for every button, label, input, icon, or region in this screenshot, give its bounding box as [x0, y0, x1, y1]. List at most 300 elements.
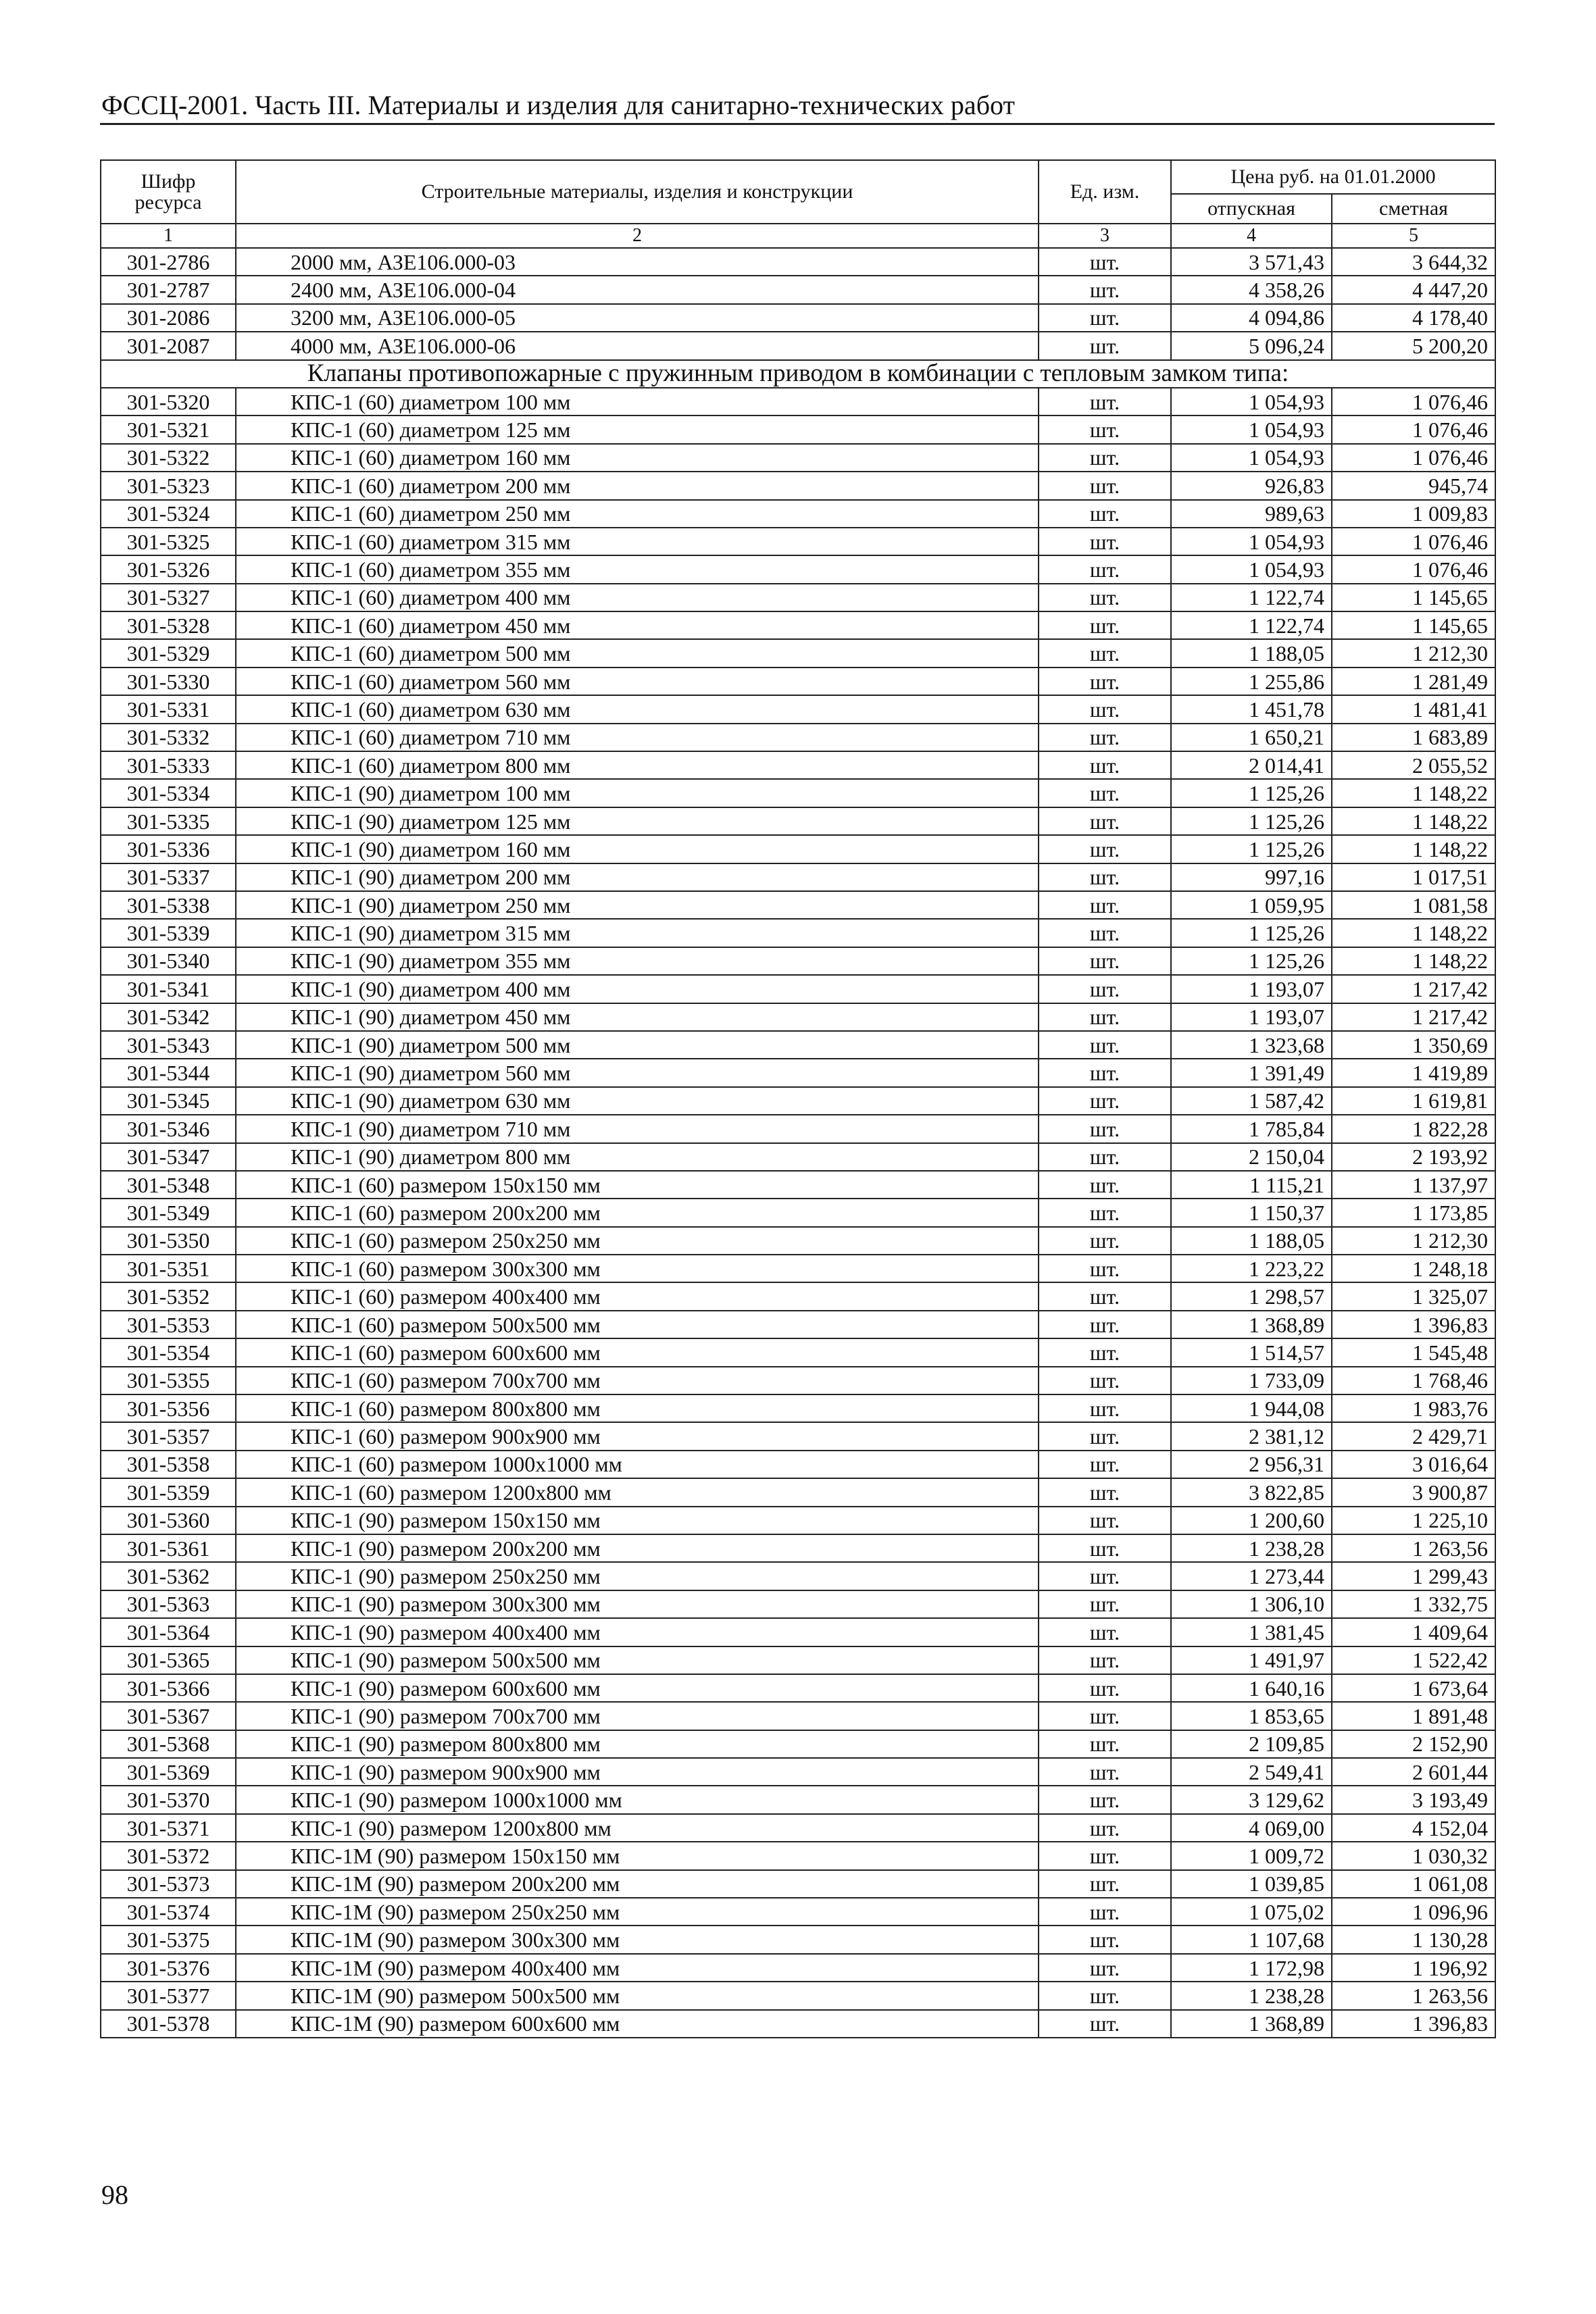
material-name-cell: КПС-1 (90) размером 900x900 мм — [236, 1758, 1039, 1786]
unit-cell: шт. — [1039, 1282, 1171, 1310]
table-row — [101, 1031, 1495, 1059]
estimate-price-cell: 1 173,85 — [1332, 1199, 1495, 1226]
material-name-cell: КПС-1 (90) размером 250x250 мм — [236, 1562, 1039, 1590]
estimate-price-cell: 1 130,28 — [1332, 1926, 1495, 1953]
estimate-price-cell: 4 152,04 — [1332, 1814, 1495, 1842]
resource-code-cell: 301-5354 — [101, 1338, 236, 1366]
page-header-title: ФССЦ-2001. Часть III. Материалы и изделия для санитарно-технических работ — [101, 90, 1015, 120]
table-row — [101, 1338, 1495, 1366]
table-row — [101, 695, 1495, 723]
resource-code-cell: 301-5367 — [101, 1702, 236, 1730]
table-row — [101, 1478, 1495, 1506]
table-row — [101, 1870, 1495, 1898]
resource-code-cell: 301-5329 — [101, 639, 236, 667]
table-row — [101, 1534, 1495, 1562]
unit-cell: шт. — [1039, 1115, 1171, 1142]
unit-cell: шт. — [1039, 1478, 1171, 1506]
estimate-price-cell: 2 152,90 — [1332, 1730, 1495, 1758]
release-price-cell: 1 650,21 — [1171, 724, 1332, 751]
release-price-cell: 1 381,45 — [1171, 1618, 1332, 1646]
unit-cell: шт. — [1039, 1926, 1171, 1953]
header-price-release: отпускная — [1171, 194, 1332, 224]
unit-cell: шт. — [1039, 388, 1171, 416]
material-name-cell: КПС-1 (90) диаметром 500 мм — [236, 1031, 1039, 1059]
release-price-cell: 1 306,10 — [1171, 1590, 1332, 1618]
material-name-cell: КПС-1 (60) размером 500x500 мм — [236, 1311, 1039, 1338]
estimate-price-cell: 1 419,89 — [1332, 1059, 1495, 1086]
release-price-cell: 1 054,93 — [1171, 555, 1332, 583]
release-price-cell: 1 150,37 — [1171, 1199, 1332, 1226]
unit-cell: шт. — [1039, 1954, 1171, 1982]
resource-code-cell: 301-5333 — [101, 751, 236, 779]
resource-code-cell: 301-5342 — [101, 1003, 236, 1031]
resource-code-cell: 301-5361 — [101, 1534, 236, 1562]
resource-code-cell: 301-2086 — [101, 304, 236, 332]
material-name-cell: КПС-1 (60) диаметром 250 мм — [236, 500, 1039, 528]
release-price-cell: 3 129,62 — [1171, 1786, 1332, 1813]
release-price-cell: 989,63 — [1171, 500, 1332, 528]
unit-cell: шт. — [1039, 1059, 1171, 1086]
release-price-cell: 2 014,41 — [1171, 751, 1332, 779]
estimate-price-cell: 1 248,18 — [1332, 1255, 1495, 1282]
estimate-price-cell: 1 683,89 — [1332, 724, 1495, 751]
release-price-cell: 1 054,93 — [1171, 528, 1332, 555]
table-row — [101, 779, 1495, 807]
release-price-cell: 2 956,31 — [1171, 1451, 1332, 1478]
unit-cell: шт. — [1039, 947, 1171, 975]
table-row — [101, 1311, 1495, 1338]
unit-cell: шт. — [1039, 639, 1171, 667]
resource-code-cell: 301-5328 — [101, 611, 236, 639]
release-price-cell: 1 238,28 — [1171, 1982, 1332, 2009]
estimate-price-cell: 2 193,92 — [1332, 1143, 1495, 1171]
estimate-price-cell: 1 148,22 — [1332, 807, 1495, 835]
unit-cell: шт. — [1039, 248, 1171, 276]
unit-cell: шт. — [1039, 1422, 1171, 1450]
resource-code-cell: 301-5331 — [101, 695, 236, 723]
material-name-cell: КПС-1 (60) размером 250x250 мм — [236, 1227, 1039, 1255]
material-name-cell: КПС-1 (90) диаметром 800 мм — [236, 1143, 1039, 1171]
release-price-cell: 1 125,26 — [1171, 779, 1332, 807]
resource-code-cell: 301-5350 — [101, 1227, 236, 1255]
resource-code-cell: 301-5358 — [101, 1451, 236, 1478]
resource-code-cell: 301-5368 — [101, 1730, 236, 1758]
table-row — [101, 1367, 1495, 1394]
release-price-cell: 1 054,93 — [1171, 444, 1332, 472]
table-row — [101, 863, 1495, 891]
resource-code-cell: 301-5322 — [101, 444, 236, 472]
resource-code-cell: 301-5362 — [101, 1562, 236, 1590]
release-price-cell: 1 188,05 — [1171, 639, 1332, 667]
estimate-price-cell: 1 281,49 — [1332, 668, 1495, 695]
material-name-cell: КПС-1 (60) диаметром 100 мм — [236, 388, 1039, 416]
material-name-cell: КПС-1М (90) размером 150x150 мм — [236, 1842, 1039, 1869]
estimate-price-cell: 1 148,22 — [1332, 835, 1495, 863]
estimate-price-cell: 1 891,48 — [1332, 1702, 1495, 1730]
material-name-cell: КПС-1 (90) диаметром 355 мм — [236, 947, 1039, 975]
estimate-price-cell: 3 644,32 — [1332, 248, 1495, 276]
release-price-cell: 1 009,72 — [1171, 1842, 1332, 1869]
estimate-price-cell: 1 009,83 — [1332, 500, 1495, 528]
table-row — [101, 1143, 1495, 1171]
release-price-cell: 1 785,84 — [1171, 1115, 1332, 1142]
table-row — [101, 248, 1495, 276]
unit-cell: шт. — [1039, 2010, 1171, 2038]
release-price-cell: 1 039,85 — [1171, 1870, 1332, 1898]
material-name-cell: КПС-1 (60) диаметром 315 мм — [236, 528, 1039, 555]
material-name-cell: 4000 мм, АЗЕ106.000-06 — [236, 332, 1039, 359]
estimate-price-cell: 1 148,22 — [1332, 947, 1495, 975]
unit-cell: шт. — [1039, 975, 1171, 1003]
material-name-cell: КПС-1 (90) диаметром 560 мм — [236, 1059, 1039, 1086]
table-row — [101, 1059, 1495, 1086]
unit-cell: шт. — [1039, 584, 1171, 611]
resource-code-cell: 301-5359 — [101, 1478, 236, 1506]
resource-code-cell: 301-5369 — [101, 1758, 236, 1786]
unit-cell: шт. — [1039, 1618, 1171, 1646]
unit-cell: шт. — [1039, 1255, 1171, 1282]
material-name-cell: КПС-1 (90) диаметром 160 мм — [236, 835, 1039, 863]
unit-cell: шт. — [1039, 1003, 1171, 1031]
release-price-cell: 3 822,85 — [1171, 1478, 1332, 1506]
table-row — [101, 1758, 1495, 1786]
release-price-cell: 2 549,41 — [1171, 1758, 1332, 1786]
material-name-cell: КПС-1 (60) диаметром 500 мм — [236, 639, 1039, 667]
release-price-cell: 1 368,89 — [1171, 1311, 1332, 1338]
material-name-cell: КПС-1 (90) диаметром 710 мм — [236, 1115, 1039, 1142]
resource-code-cell: 301-5363 — [101, 1590, 236, 1618]
unit-cell: шт. — [1039, 528, 1171, 555]
unit-cell: шт. — [1039, 1758, 1171, 1786]
material-name-cell: КПС-1 (60) диаметром 560 мм — [236, 668, 1039, 695]
table-row — [101, 528, 1495, 555]
table-row — [101, 1814, 1495, 1842]
resource-code-cell: 301-5327 — [101, 584, 236, 611]
unit-cell: шт. — [1039, 695, 1171, 723]
resource-code-cell: 301-2786 — [101, 248, 236, 276]
unit-cell: шт. — [1039, 304, 1171, 332]
material-name-cell: КПС-1 (90) размером 400x400 мм — [236, 1618, 1039, 1646]
release-price-cell: 1 223,22 — [1171, 1255, 1332, 1282]
estimate-price-cell: 1 145,65 — [1332, 611, 1495, 639]
release-price-cell: 1 298,57 — [1171, 1282, 1332, 1310]
resource-code-cell: 301-5343 — [101, 1031, 236, 1059]
estimate-price-cell: 1 299,43 — [1332, 1562, 1495, 1590]
header-name: Строительные материалы, изделия и конструкции — [236, 160, 1039, 224]
estimate-price-cell: 1 148,22 — [1332, 919, 1495, 947]
release-price-cell: 1 587,42 — [1171, 1087, 1332, 1115]
estimate-price-cell: 3 900,87 — [1332, 1478, 1495, 1506]
release-price-cell: 1 944,08 — [1171, 1394, 1332, 1422]
resource-code-cell: 301-5349 — [101, 1199, 236, 1226]
resource-code-cell: 301-5325 — [101, 528, 236, 555]
table-row — [101, 555, 1495, 583]
estimate-price-cell: 1 076,46 — [1332, 388, 1495, 416]
resource-code-cell: 301-5355 — [101, 1367, 236, 1394]
estimate-price-cell: 1 409,64 — [1332, 1618, 1495, 1646]
resource-code-cell: 301-5348 — [101, 1171, 236, 1199]
column-number: 2 — [236, 224, 1039, 248]
unit-cell: шт. — [1039, 1087, 1171, 1115]
material-name-cell: КПС-1 (60) диаметром 125 мм — [236, 416, 1039, 443]
unit-cell: шт. — [1039, 1171, 1171, 1199]
table-row — [101, 807, 1495, 835]
table-row — [101, 304, 1495, 332]
resource-code-cell: 301-5370 — [101, 1786, 236, 1813]
table-row — [101, 751, 1495, 779]
section-row — [101, 360, 1495, 388]
unit-cell: шт. — [1039, 1982, 1171, 2009]
release-price-cell: 1 125,26 — [1171, 947, 1332, 975]
estimate-price-cell: 1 545,48 — [1332, 1338, 1495, 1366]
column-number: 1 — [101, 224, 236, 248]
table-row — [101, 2010, 1495, 2038]
table-row — [101, 472, 1495, 499]
material-name-cell: КПС-1 (90) размером 800x800 мм — [236, 1730, 1039, 1758]
material-name-cell: КПС-1 (90) диаметром 630 мм — [236, 1087, 1039, 1115]
resource-code-cell: 301-5338 — [101, 891, 236, 919]
resource-code-cell: 301-2787 — [101, 276, 236, 303]
table-row — [101, 891, 1495, 919]
header-code: Шифр ресурса — [101, 160, 236, 224]
table-row — [101, 1730, 1495, 1758]
estimate-price-cell: 1 076,46 — [1332, 555, 1495, 583]
table-row — [101, 584, 1495, 611]
resource-code-cell: 301-5326 — [101, 555, 236, 583]
unit-cell: шт. — [1039, 891, 1171, 919]
unit-cell: шт. — [1039, 1842, 1171, 1869]
unit-cell: шт. — [1039, 1562, 1171, 1590]
unit-cell: шт. — [1039, 611, 1171, 639]
table-row — [101, 1087, 1495, 1115]
release-price-cell: 1 193,07 — [1171, 1003, 1332, 1031]
table-row — [101, 1646, 1495, 1674]
release-price-cell: 2 150,04 — [1171, 1143, 1332, 1171]
estimate-price-cell: 1 076,46 — [1332, 444, 1495, 472]
release-price-cell: 1 451,78 — [1171, 695, 1332, 723]
release-price-cell: 1 188,05 — [1171, 1227, 1332, 1255]
estimate-price-cell: 1 196,92 — [1332, 1954, 1495, 1982]
estimate-price-cell: 1 768,46 — [1332, 1367, 1495, 1394]
estimate-price-cell: 1 137,97 — [1332, 1171, 1495, 1199]
unit-cell: шт. — [1039, 835, 1171, 863]
release-price-cell: 1 273,44 — [1171, 1562, 1332, 1590]
table-row — [101, 444, 1495, 472]
material-name-cell: КПС-1 (90) размером 150x150 мм — [236, 1507, 1039, 1534]
material-name-cell: КПС-1М (90) размером 600x600 мм — [236, 2010, 1039, 2038]
estimate-price-cell: 1 332,75 — [1332, 1590, 1495, 1618]
material-name-cell: 3200 мм, АЗЕ106.000-05 — [236, 304, 1039, 332]
release-price-cell: 1 853,65 — [1171, 1702, 1332, 1730]
material-name-cell: КПС-1 (60) диаметром 630 мм — [236, 695, 1039, 723]
section-header-group — [101, 360, 1495, 388]
estimate-price-cell: 1 096,96 — [1332, 1898, 1495, 1926]
unit-cell: шт. — [1039, 1730, 1171, 1758]
unit-cell: шт. — [1039, 1507, 1171, 1534]
resource-code-cell: 301-5360 — [101, 1507, 236, 1534]
table-row — [101, 919, 1495, 947]
header-price-group: Цена руб. на 01.01.2000 — [1171, 160, 1495, 194]
unit-cell: шт. — [1039, 1674, 1171, 1702]
resource-code-cell: 301-5373 — [101, 1870, 236, 1898]
table-row — [101, 975, 1495, 1003]
release-price-cell: 1 200,60 — [1171, 1507, 1332, 1534]
unit-cell: шт. — [1039, 444, 1171, 472]
table-row — [101, 276, 1495, 303]
unit-cell: шт. — [1039, 1338, 1171, 1366]
material-name-cell: КПС-1М (90) размером 250x250 мм — [236, 1898, 1039, 1926]
estimate-price-cell: 1 396,83 — [1332, 2010, 1495, 2038]
material-name-cell: КПС-1 (90) диаметром 400 мм — [236, 975, 1039, 1003]
release-price-cell: 4 358,26 — [1171, 276, 1332, 303]
resource-code-cell: 301-5351 — [101, 1255, 236, 1282]
resource-code-cell: 301-5377 — [101, 1982, 236, 2009]
unit-cell: шт. — [1039, 1451, 1171, 1478]
table-row — [101, 416, 1495, 443]
release-price-cell: 1 054,93 — [1171, 416, 1332, 443]
material-name-cell: КПС-1 (60) размером 200x200 мм — [236, 1199, 1039, 1226]
table-row — [101, 500, 1495, 528]
unit-cell: шт. — [1039, 1394, 1171, 1422]
material-name-cell: КПС-1М (90) размером 300x300 мм — [236, 1926, 1039, 1953]
estimate-price-cell: 1 217,42 — [1332, 1003, 1495, 1031]
release-price-cell: 1 075,02 — [1171, 1898, 1332, 1926]
unit-cell: шт. — [1039, 500, 1171, 528]
unit-cell: шт. — [1039, 1814, 1171, 1842]
release-price-cell: 4 069,00 — [1171, 1814, 1332, 1842]
table-row — [101, 1282, 1495, 1310]
release-price-cell: 3 571,43 — [1171, 248, 1332, 276]
resource-code-cell: 301-5376 — [101, 1954, 236, 1982]
resource-code-cell: 301-5356 — [101, 1394, 236, 1422]
unit-cell: шт. — [1039, 1143, 1171, 1171]
resource-code-cell: 301-5321 — [101, 416, 236, 443]
unit-cell: шт. — [1039, 668, 1171, 695]
release-price-cell: 1 238,28 — [1171, 1534, 1332, 1562]
table-row — [101, 1115, 1495, 1142]
estimate-price-cell: 1 017,51 — [1332, 863, 1495, 891]
unit-cell: шт. — [1039, 332, 1171, 359]
estimate-price-cell: 2 429,71 — [1332, 1422, 1495, 1450]
table-row — [101, 1562, 1495, 1590]
release-price-cell: 1 172,98 — [1171, 1954, 1332, 1982]
unit-cell: шт. — [1039, 779, 1171, 807]
resource-code-cell: 301-5365 — [101, 1646, 236, 1674]
unit-cell: шт. — [1039, 1311, 1171, 1338]
estimate-price-cell: 1 212,30 — [1332, 1227, 1495, 1255]
resource-code-cell: 301-5330 — [101, 668, 236, 695]
unit-cell: шт. — [1039, 555, 1171, 583]
resource-code-cell: 301-5332 — [101, 724, 236, 751]
table-body-top — [101, 248, 1495, 360]
table-row — [101, 835, 1495, 863]
table-row — [101, 1590, 1495, 1618]
estimate-price-cell: 1 212,30 — [1332, 639, 1495, 667]
resource-code-cell: 301-5371 — [101, 1814, 236, 1842]
table-row — [101, 1199, 1495, 1226]
release-price-cell: 1 054,93 — [1171, 388, 1332, 416]
resource-code-cell: 301-5340 — [101, 947, 236, 975]
estimate-price-cell: 3 016,64 — [1332, 1451, 1495, 1478]
resource-code-cell: 301-2087 — [101, 332, 236, 359]
unit-cell: шт. — [1039, 1199, 1171, 1226]
material-name-cell: КПС-1 (60) размером 800x800 мм — [236, 1394, 1039, 1422]
release-price-cell: 1 125,26 — [1171, 919, 1332, 947]
release-price-cell: 1 733,09 — [1171, 1367, 1332, 1394]
unit-cell: шт. — [1039, 1031, 1171, 1059]
page-number: 98 — [101, 2180, 128, 2210]
table-row — [101, 611, 1495, 639]
table-row — [101, 1926, 1495, 1953]
material-name-cell: КПС-1М (90) размером 500x500 мм — [236, 1982, 1039, 2009]
unit-cell: шт. — [1039, 1870, 1171, 1898]
estimate-price-cell: 1 673,64 — [1332, 1674, 1495, 1702]
table-row — [101, 1618, 1495, 1646]
table-row — [101, 947, 1495, 975]
unit-cell: шт. — [1039, 1590, 1171, 1618]
material-name-cell: КПС-1 (90) размером 300x300 мм — [236, 1590, 1039, 1618]
table-row — [101, 1255, 1495, 1282]
table-row — [101, 1842, 1495, 1869]
header-price-estimate: сметная — [1332, 194, 1495, 224]
table-row — [101, 332, 1495, 359]
unit-cell: шт. — [1039, 416, 1171, 443]
release-price-cell: 1 115,21 — [1171, 1171, 1332, 1199]
estimate-price-cell: 1 145,65 — [1332, 584, 1495, 611]
estimate-price-cell: 1 030,32 — [1332, 1842, 1495, 1869]
header-unit: Ед. изм. — [1039, 160, 1171, 224]
resource-code-cell: 301-5346 — [101, 1115, 236, 1142]
estimate-price-cell: 1 076,46 — [1332, 528, 1495, 555]
table-row — [101, 1422, 1495, 1450]
material-name-cell: КПС-1 (60) размером 1200x800 мм — [236, 1478, 1039, 1506]
resource-code-cell: 301-5372 — [101, 1842, 236, 1869]
estimate-price-cell: 1 061,08 — [1332, 1870, 1495, 1898]
estimate-price-cell: 1 225,10 — [1332, 1507, 1495, 1534]
resource-code-cell: 301-5374 — [101, 1898, 236, 1926]
material-name-cell: КПС-1 (60) размером 700x700 мм — [236, 1367, 1039, 1394]
estimate-price-cell: 1 263,56 — [1332, 1982, 1495, 2009]
unit-cell: шт. — [1039, 1898, 1171, 1926]
resource-code-cell: 301-5378 — [101, 2010, 236, 2038]
estimate-price-cell: 1 217,42 — [1332, 975, 1495, 1003]
table-row — [101, 724, 1495, 751]
release-price-cell: 4 094,86 — [1171, 304, 1332, 332]
estimate-price-cell: 1 350,69 — [1332, 1031, 1495, 1059]
release-price-cell: 1 122,74 — [1171, 611, 1332, 639]
estimate-price-cell: 1 263,56 — [1332, 1534, 1495, 1562]
resource-code-cell: 301-5320 — [101, 388, 236, 416]
table-body-main — [101, 388, 1495, 2038]
column-number: 3 — [1039, 224, 1171, 248]
estimate-price-cell: 3 193,49 — [1332, 1786, 1495, 1813]
unit-cell: шт. — [1039, 807, 1171, 835]
table-row — [101, 1507, 1495, 1534]
material-name-cell: КПС-1 (90) диаметром 450 мм — [236, 1003, 1039, 1031]
unit-cell: шт. — [1039, 276, 1171, 303]
table-row — [101, 1451, 1495, 1478]
header-divider — [100, 123, 1495, 125]
resource-code-cell: 301-5323 — [101, 472, 236, 499]
release-price-cell: 1 193,07 — [1171, 975, 1332, 1003]
material-name-cell: КПС-1 (90) размером 1200x800 мм — [236, 1814, 1039, 1842]
unit-cell: шт. — [1039, 1786, 1171, 1813]
estimate-price-cell: 5 200,20 — [1332, 332, 1495, 359]
estimate-price-cell: 4 447,20 — [1332, 276, 1495, 303]
resource-code-cell: 301-5337 — [101, 863, 236, 891]
resource-code-cell: 301-5334 — [101, 779, 236, 807]
material-name-cell: КПС-1 (60) диаметром 160 мм — [236, 444, 1039, 472]
